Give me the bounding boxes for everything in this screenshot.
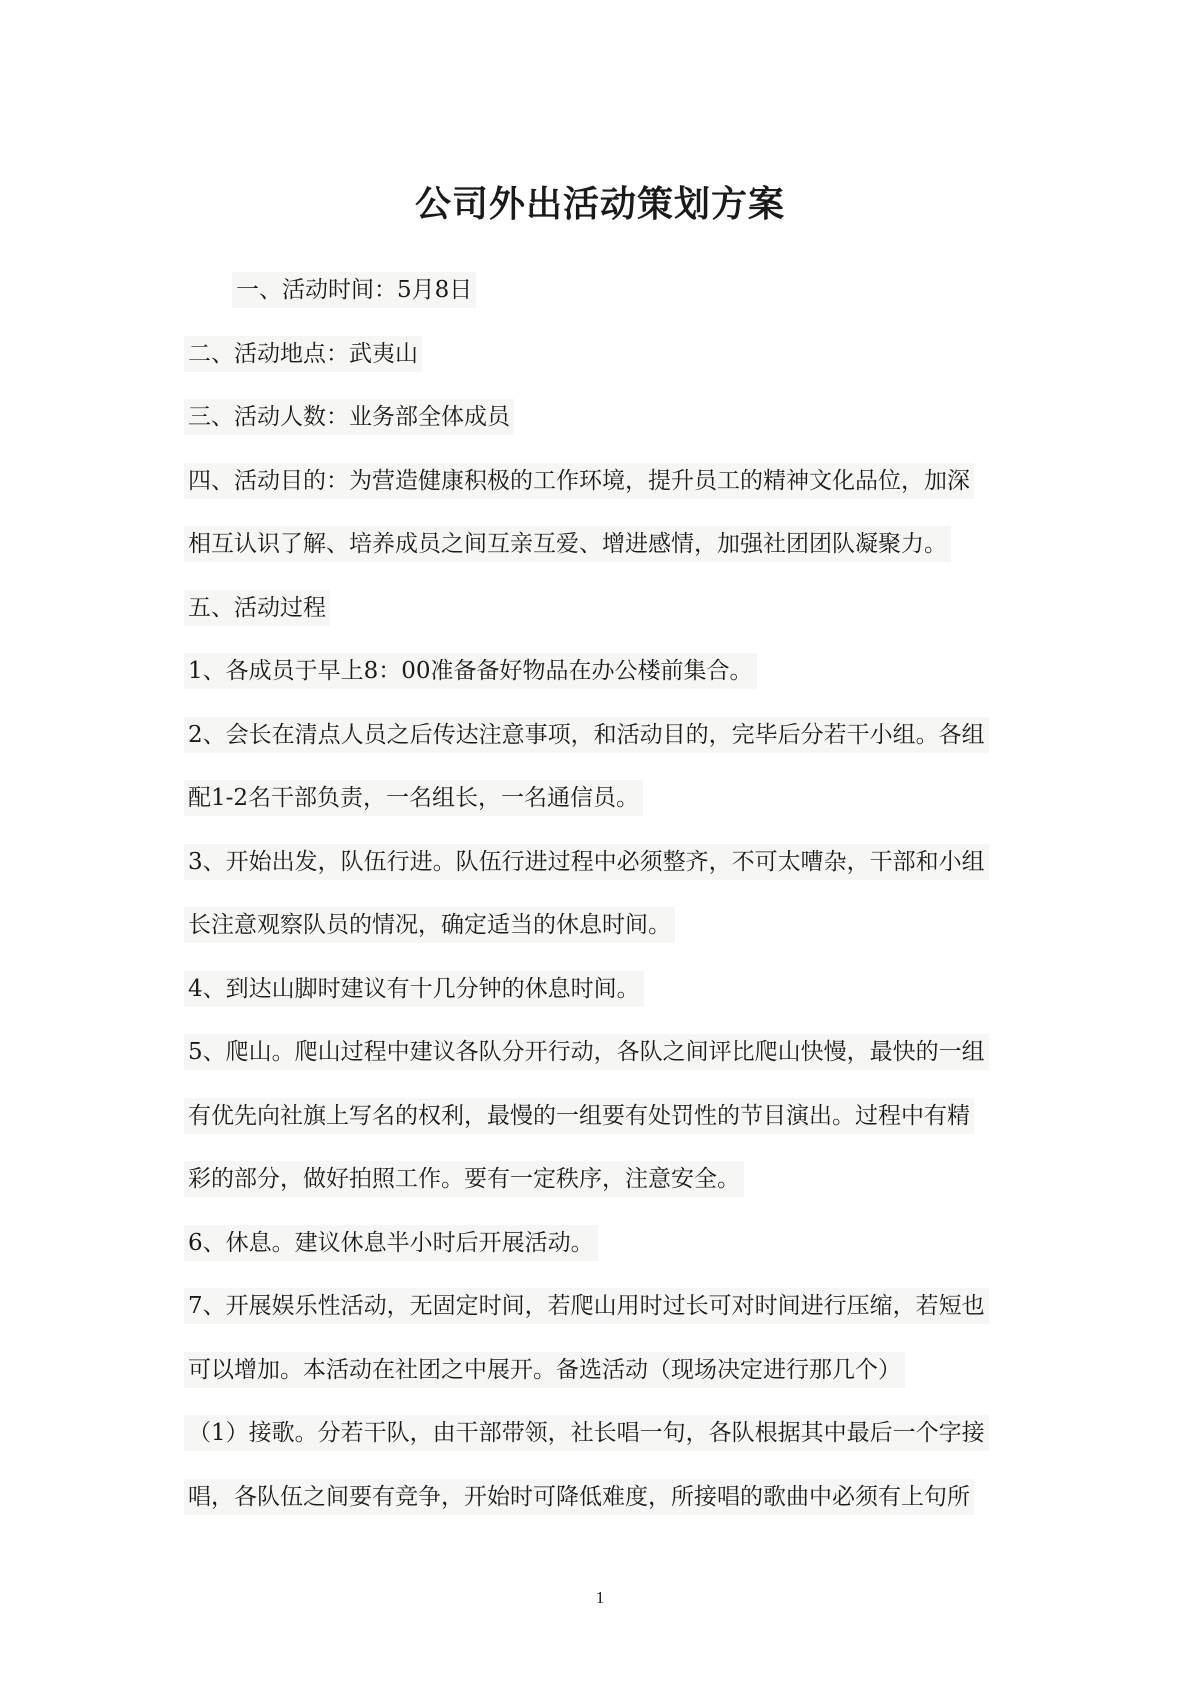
text-line-content: 3、开始出发，队伍行进。队伍行进过程中必须整齐，不可太嘈杂，干部和小组: [184, 844, 989, 880]
text-line: [184, 969, 1024, 1033]
text-line-content: 二、活动地点：武夷山: [184, 336, 422, 372]
text-line-content: 一、活动时间：5月8日: [232, 272, 476, 308]
text-line-content: 五、活动过程: [184, 590, 330, 626]
text-line: [184, 1096, 1024, 1160]
text-line-content: 可以增加。本活动在社团之中展开。备选活动（现场决定进行那几个）: [184, 1352, 905, 1388]
text-line: [184, 524, 1024, 588]
text-line: [184, 905, 1024, 969]
text-line: [184, 1286, 1024, 1350]
text-line: [184, 397, 1024, 461]
text-line: [184, 1159, 1024, 1223]
text-line-content: 唱，各队伍之间要有竞争，开始时可降低难度，所接唱的歌曲中必须有上句所: [184, 1479, 974, 1515]
text-line: [184, 1223, 1024, 1287]
text-line: [184, 715, 1024, 779]
text-line-content: 长注意观察队员的情况，确定适当的休息时间。: [184, 907, 675, 943]
text-line: [184, 778, 1024, 842]
text-line-content: （1）接歌。分若干队，由干部带领，社长唱一句，各队根据其中最后一个字接: [184, 1415, 989, 1451]
text-line-content: 6、休息。建议休息半小时后开展活动。: [184, 1225, 598, 1261]
text-line: [184, 1477, 1024, 1541]
text-line-content: 四、活动目的：为营造健康积极的工作环境，提升员工的精神文化品位，加深: [184, 463, 974, 499]
text-line-content: 5、爬山。爬山过程中建议各队分开行动，各队之间评比爬山快慢，最快的一组: [184, 1034, 989, 1070]
text-line-content: 2、会长在清点人员之后传达注意事项，和活动目的，完毕后分若干小组。各组: [184, 717, 989, 753]
text-line: [184, 334, 1024, 398]
text-line: [184, 651, 1024, 715]
text-line: [184, 588, 1024, 652]
text-line: [184, 461, 1024, 525]
text-line-content: 4、到达山脚时建议有十几分钟的休息时间。: [184, 971, 644, 1007]
text-line-content: 7、开展娱乐性活动，无固定时间，若爬山用时过长可对时间进行压缩，若短也: [184, 1288, 989, 1324]
page-number: 1: [595, 1588, 605, 1607]
text-line-content: 有优先向社旗上写名的权利，最慢的一组要有处罚性的节目演出。过程中有精: [184, 1098, 974, 1134]
text-line-content: 三、活动人数：业务部全体成员: [184, 399, 514, 435]
text-line: [184, 1413, 1024, 1477]
document-title: 公司外出活动策划方案: [414, 183, 785, 225]
text-line: [184, 270, 1024, 334]
document-body: [184, 270, 1024, 1540]
text-line: [184, 1032, 1024, 1096]
text-line: [184, 842, 1024, 906]
text-line-content: 彩的部分，做好拍照工作。要有一定秩序，注意安全。: [184, 1161, 744, 1197]
text-line-content: 配1-2名干部负责，一名组长，一名通信员。: [184, 780, 643, 816]
text-line: [184, 1350, 1024, 1414]
text-line-content: 1、各成员于早上8：00准备备好物品在办公楼前集合。: [184, 653, 757, 689]
text-line-content: 相互认识了解、培养成员之间互亲互爱、增进感情，加强社团团队凝聚力。: [184, 526, 951, 562]
